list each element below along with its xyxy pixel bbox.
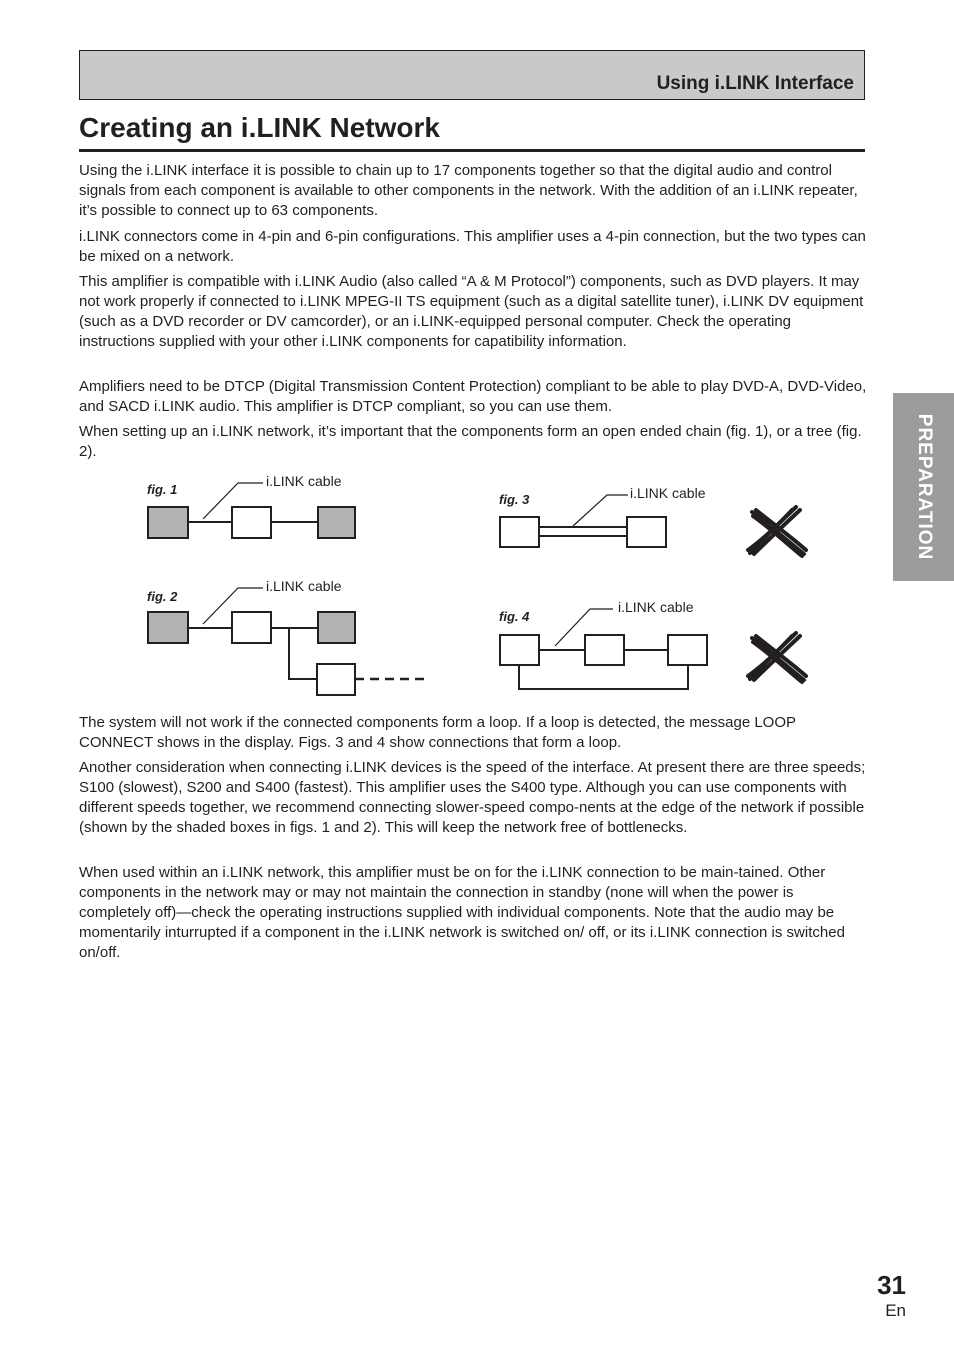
paragraph-speed: Another consideration when connecting i.LINK devices is the speed of the interface. At present there are three speeds; S100 (slowest), S200 and S400 (fastest). This amplifier uses the S400 type. Although you can use components with different speeds together, we recommend connecting slower-speed compo-nents at the edge of the network if possible (shown by the shaded boxes in figs. 1 and 2). This will keep the network free of bottlenecks. [79,759,866,836]
section-title: Using i.LINK Interface [656,73,854,94]
fig-1-component [232,507,271,538]
paragraph-network-setup: When setting up an i.LINK network, it’s important that the components form an open ended chain (fig. 1), or a tree (fig. 2). [79,423,862,460]
fig-2-branch-cable [289,628,317,679]
figure-4 [499,599,806,689]
fig-2-label: fig. 2 [147,589,178,604]
figure-2 [147,578,425,695]
fig-3-component [500,517,539,547]
title-underline [79,149,865,152]
page-number: 31 [877,1270,906,1300]
fig-3-label: fig. 3 [499,492,530,507]
fig-4-component [585,635,624,665]
invalid-cross-icon [748,633,806,682]
fig-4-cable-label: i.LINK cable [618,599,694,615]
section-header-bar [79,50,865,100]
fig-1-slow-component [318,507,355,538]
fig-4-component [500,635,539,665]
fig-3-cable-leader [573,495,628,526]
invalid-cross-icon [748,507,806,556]
fig-2-component [317,664,355,695]
fig-2-component [232,612,271,643]
fig-1-label: fig. 1 [147,482,178,497]
paragraph-dtcp: Amplifiers need to be DTCP (Digital Transmission Content Protection) compliant to be able to play DVD-A, DVD-Video, and SACD i.LINK audio. This amplifier is DTCP compliant, so you can use them. [79,378,867,415]
fig-4-label: fig. 4 [499,609,530,624]
paragraph-compatibility: This amplifier is compatible with i.LINK Audio (also called “A & M Protocol”) components, such as DVD players. It may not work properly if connected to i.LINK MPEG-II TS equipment (such as a digital satellite tuner), i.LINK DV equipment (such as a DVD recorder or DV camcorder), or an i.LINK-equipped personal computer. Check the operating instructions supplied with your other i.LINK components for capatibility information. [79,273,864,350]
paragraph-loop: The system will not work if the connected components form a loop. If a loop is detected, the message LOOP CONNECT shows in the display. Figs. 3 and 4 show connections that form a loop. [79,714,796,751]
page-title: Creating an i.LINK Network [79,112,440,143]
fig-1-slow-component [148,507,188,538]
section-side-tab [893,393,954,581]
fig-2-slow-component [148,612,188,643]
fig-3-component [627,517,666,547]
figure-3 [499,485,806,556]
fig-3-cable-label: i.LINK cable [630,485,706,501]
fig-4-loop-cable [519,665,688,689]
side-tab-label: PREPARATION [913,413,935,561]
fig-1-cable-label: i.LINK cable [266,473,342,489]
paragraph-intro: Using the i.LINK interface it is possible to chain up to 17 components together so that the digital audio and control signals from each component is available to other components in the network. With the addition of an i.LINK repeater, it’s possible to connect up to 63 components. [79,162,858,219]
fig-2-slow-component [318,612,355,643]
paragraph-connectors: i.LINK connectors come in 4-pin and 6-pin configurations. This amplifier uses a 4-pin connection, but the two types can be mixed on a network. [79,228,866,265]
network-diagrams [140,470,840,705]
figure-1 [147,473,355,538]
language-code: En [885,1301,906,1320]
fig-2-cable-label: i.LINK cable [266,578,342,594]
fig-4-component [668,635,707,665]
paragraph-power: When used within an i.LINK network, this amplifier must be on for the i.LINK connection to be main-tained. Other components in the network may or may not maintain the connection in standby (none will when the power is completely off)—check the operating instructions supplied with individual components. Note that the audio may be momentarily inturrupted if a component in the i.LINK network is switched on/ off, or its i.LINK connection is switched on/off. [79,864,845,961]
